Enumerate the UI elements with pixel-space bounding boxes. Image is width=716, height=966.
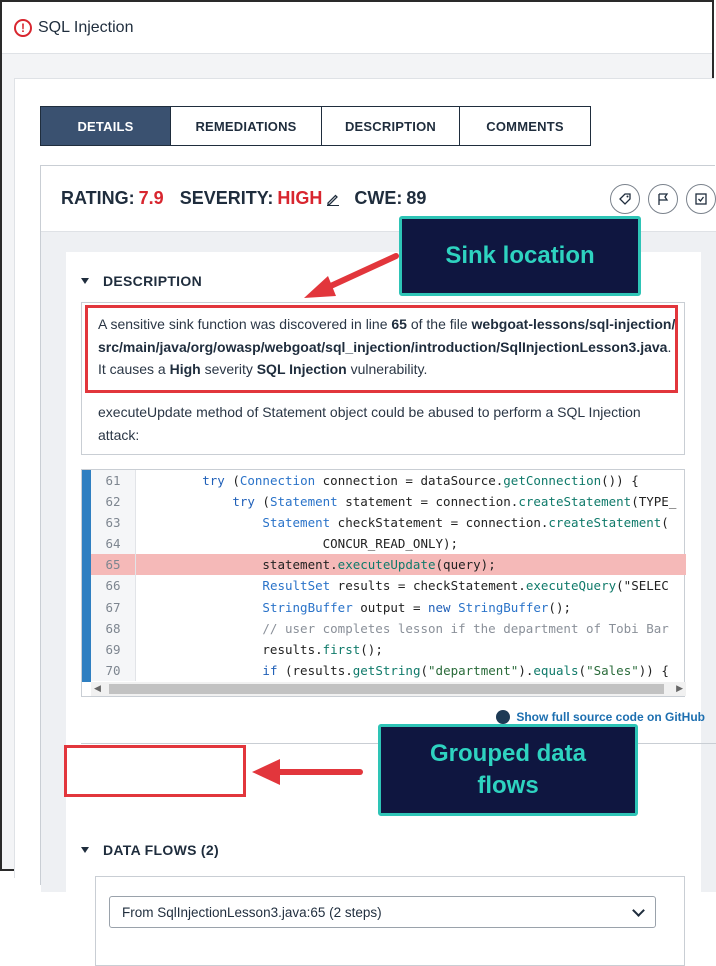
- code-viewer[interactable]: [81, 469, 685, 697]
- code-text: Statement checkStatement = connection.createStatement(: [262, 515, 669, 531]
- code-line: [91, 575, 686, 596]
- sink-line-number: 65: [391, 316, 407, 332]
- sink-highlight-marker: [85, 305, 678, 393]
- sink-arrow-icon: [300, 248, 400, 304]
- severity-value: HIGH: [277, 188, 323, 208]
- chevron-down-icon: [632, 904, 645, 917]
- desc-text-5: vulnerability.: [346, 361, 428, 377]
- code-line: [91, 597, 686, 618]
- page-header: [2, 2, 712, 54]
- code-text: if (results.getString("department").equals("Sales")) {: [262, 662, 669, 678]
- code-line-sink: [91, 554, 686, 575]
- line-number: 64: [91, 533, 136, 554]
- tab-description[interactable]: DESCRIPTION: [322, 107, 460, 145]
- github-source-link[interactable]: [496, 710, 705, 724]
- line-number: 61: [91, 470, 136, 491]
- resolve-button[interactable]: [686, 184, 716, 214]
- code-text: CONCUR_READ_ONLY);: [142, 536, 459, 552]
- tag-icon: [618, 192, 632, 206]
- action-buttons: [602, 184, 716, 214]
- severity-label: SEVERITY:: [179, 188, 274, 208]
- desc-text-4: severity: [200, 361, 257, 377]
- rating-summary: [61, 188, 426, 209]
- line-number: 62: [91, 491, 136, 512]
- desc-severity: High: [169, 361, 201, 377]
- code-line: [91, 660, 686, 681]
- description-heading: DESCRIPTION: [103, 273, 202, 289]
- cwe-label: CWE:: [354, 188, 403, 208]
- github-icon: [496, 710, 510, 724]
- caret-down-icon: [81, 278, 89, 284]
- line-number: 63: [91, 512, 136, 533]
- rating-value: 7.9: [138, 188, 164, 208]
- scroll-right-icon[interactable]: ▶: [676, 683, 683, 693]
- flag-button[interactable]: [648, 184, 678, 214]
- page-title: SQL Injection: [38, 18, 134, 36]
- tab-comments[interactable]: COMMENTS: [460, 107, 590, 145]
- tag-button[interactable]: [610, 184, 640, 214]
- code-line: [91, 491, 686, 512]
- grouped-flows-callout: [378, 724, 638, 816]
- code-text: try (Connection connection = dataSource.getConnection()) {: [202, 473, 639, 488]
- line-number: 67: [91, 597, 136, 618]
- data-flows-toggle[interactable]: [81, 842, 219, 858]
- horizontal-scrollbar[interactable]: [91, 682, 686, 696]
- sink-location-callout: [399, 216, 641, 296]
- code-line: [91, 639, 686, 660]
- line-number: 66: [91, 575, 136, 596]
- cwe-value: 89: [406, 188, 427, 208]
- tab-details[interactable]: DETAILS: [41, 107, 171, 145]
- code-line: [91, 470, 686, 491]
- flows-callout-line1: Grouped data: [429, 740, 586, 767]
- code-lines: [91, 470, 686, 682]
- desc-vuln-type: SQL Injection: [256, 361, 347, 377]
- code-text: statement.executeUpdate(query);: [142, 557, 496, 573]
- flows-callout-line2: flows: [477, 772, 539, 799]
- sink-file-path: webgoat-lessons/sql-injection/src/main/java/org/owasp/webgoat/sql_injection/introduction/SqlInjectionLesson3.java: [98, 316, 676, 355]
- edit-severity-icon[interactable]: [326, 192, 340, 206]
- line-number: 65: [91, 554, 136, 575]
- code-line: [91, 533, 686, 554]
- line-number: 70: [91, 660, 136, 681]
- desc-text-2: of the file: [406, 316, 472, 332]
- code-gutter-bar: [82, 470, 91, 682]
- flag-icon: [656, 192, 670, 206]
- code-text: StringBuffer output = new StringBuffer();: [262, 599, 571, 615]
- data-flow-selected: From SqlInjectionLesson3.java:65 (2 steps): [122, 904, 382, 920]
- data-flows-highlight-marker: [64, 745, 246, 797]
- code-text: try (Statement statement = connection.createStatement(TYPE_: [232, 494, 677, 510]
- code-text: ResultSet results = checkStatement.executeQuery("SELEC: [262, 578, 669, 594]
- caret-down-icon: [81, 847, 89, 853]
- sink-callout-text: Sink location: [445, 242, 595, 269]
- alert-icon: !: [14, 19, 32, 37]
- description-toggle[interactable]: [81, 273, 202, 289]
- line-number: 68: [91, 618, 136, 639]
- description-detail: executeUpdate method of Statement object could be abused to perform a SQL Injection attack:: [98, 404, 641, 443]
- rating-label: RATING:: [61, 188, 135, 208]
- tab-remediations[interactable]: REMEDIATIONS: [171, 107, 322, 145]
- data-flow-select[interactable]: [109, 896, 656, 928]
- desc-text-3: . It causes a: [98, 338, 672, 377]
- line-number: 69: [91, 639, 136, 660]
- scrollbar-thumb[interactable]: [109, 684, 664, 694]
- code-line: [91, 512, 686, 533]
- code-line: [91, 618, 686, 639]
- code-text: results.first();: [142, 641, 383, 657]
- data-flows-heading: DATA FLOWS (2): [103, 842, 219, 858]
- flows-arrow-icon: [250, 758, 364, 786]
- tab-bar: [40, 106, 591, 146]
- scroll-left-icon[interactable]: ◀: [94, 683, 101, 693]
- code-text: // user completes lesson if the department of Tobi Bar: [142, 620, 669, 636]
- checkbox-icon: [694, 192, 708, 206]
- github-link-label: Show full source code on GitHub: [516, 710, 705, 724]
- desc-text-1: A sensitive sink function was discovered in line: [98, 316, 392, 332]
